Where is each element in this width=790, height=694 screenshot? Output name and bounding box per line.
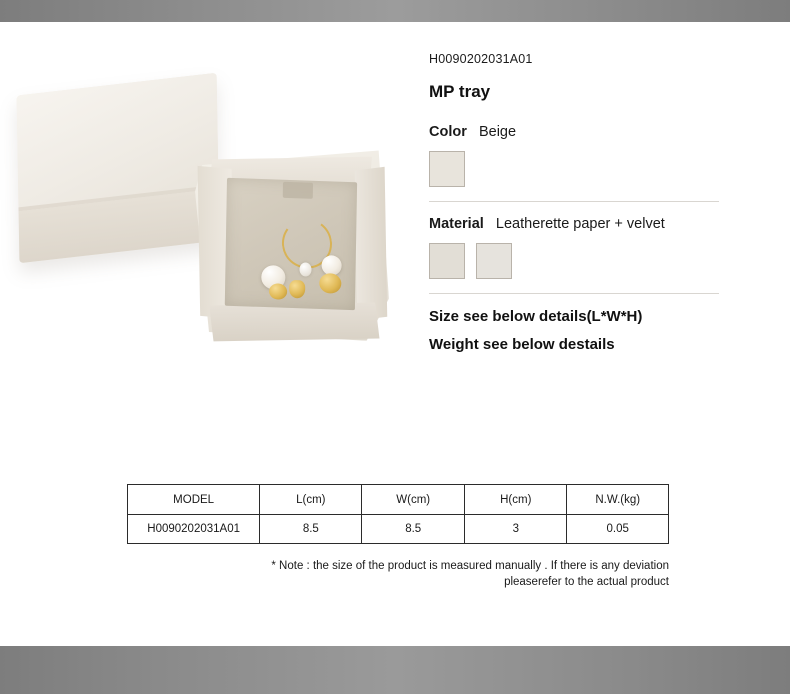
header-length: L(cm) [260,485,362,515]
color-swatch-group [429,151,749,187]
color-value: Beige [478,124,517,140]
box-base-open [194,150,389,343]
product-info-panel [429,52,749,364]
table-row [128,515,669,544]
velvet-tray-insert [225,178,357,310]
gold-earring-right [319,273,341,294]
material-swatch-group [429,243,749,279]
header-net-weight: N.W.(kg) [567,485,669,515]
box-wall-right [355,167,388,321]
measurement-note-line-2: pleaserefer to the actual product [504,576,669,588]
gold-accent-center [289,280,305,299]
beige-swatch [429,151,465,187]
velvet-swatch [476,243,512,279]
color-label: Color [429,124,467,140]
weight-note: Weight see below destails [429,336,615,353]
leatherette-paper-swatch [429,243,465,279]
cell-length: 8.5 [260,515,362,544]
measurement-note [127,558,669,590]
table-header-row [128,485,669,515]
measurement-note-line-1: * Note : the size of the product is measured manually . If there is any deviation [271,560,669,572]
color-row [429,124,749,140]
size-note: Size see below details(L*W*H) [429,308,643,325]
top-gradient-band [0,0,790,22]
divider-2 [429,293,719,294]
material-value: Leatherette paper + velvet [495,216,665,232]
cell-net-weight: 0.05 [567,515,669,544]
cell-height: 3 [465,515,567,544]
header-width: W(cm) [362,485,465,515]
pearl-pendant [299,262,311,276]
product-title: MP tray [429,82,491,101]
cell-width: 8.5 [362,515,465,544]
spec-table [127,484,669,544]
material-row [429,216,749,232]
tray-slit [283,182,313,199]
gold-earring-left [269,283,287,300]
material-label: Material [429,216,484,232]
header-height: H(cm) [465,485,567,515]
product-photo [0,22,420,397]
cell-model: H0090202031A01 [128,515,260,544]
product-sku: H0090202031A01 [429,52,533,66]
box-lid [17,73,220,263]
divider-1 [429,201,719,202]
bottom-gradient-band [0,646,790,694]
header-model: MODEL [128,485,260,515]
